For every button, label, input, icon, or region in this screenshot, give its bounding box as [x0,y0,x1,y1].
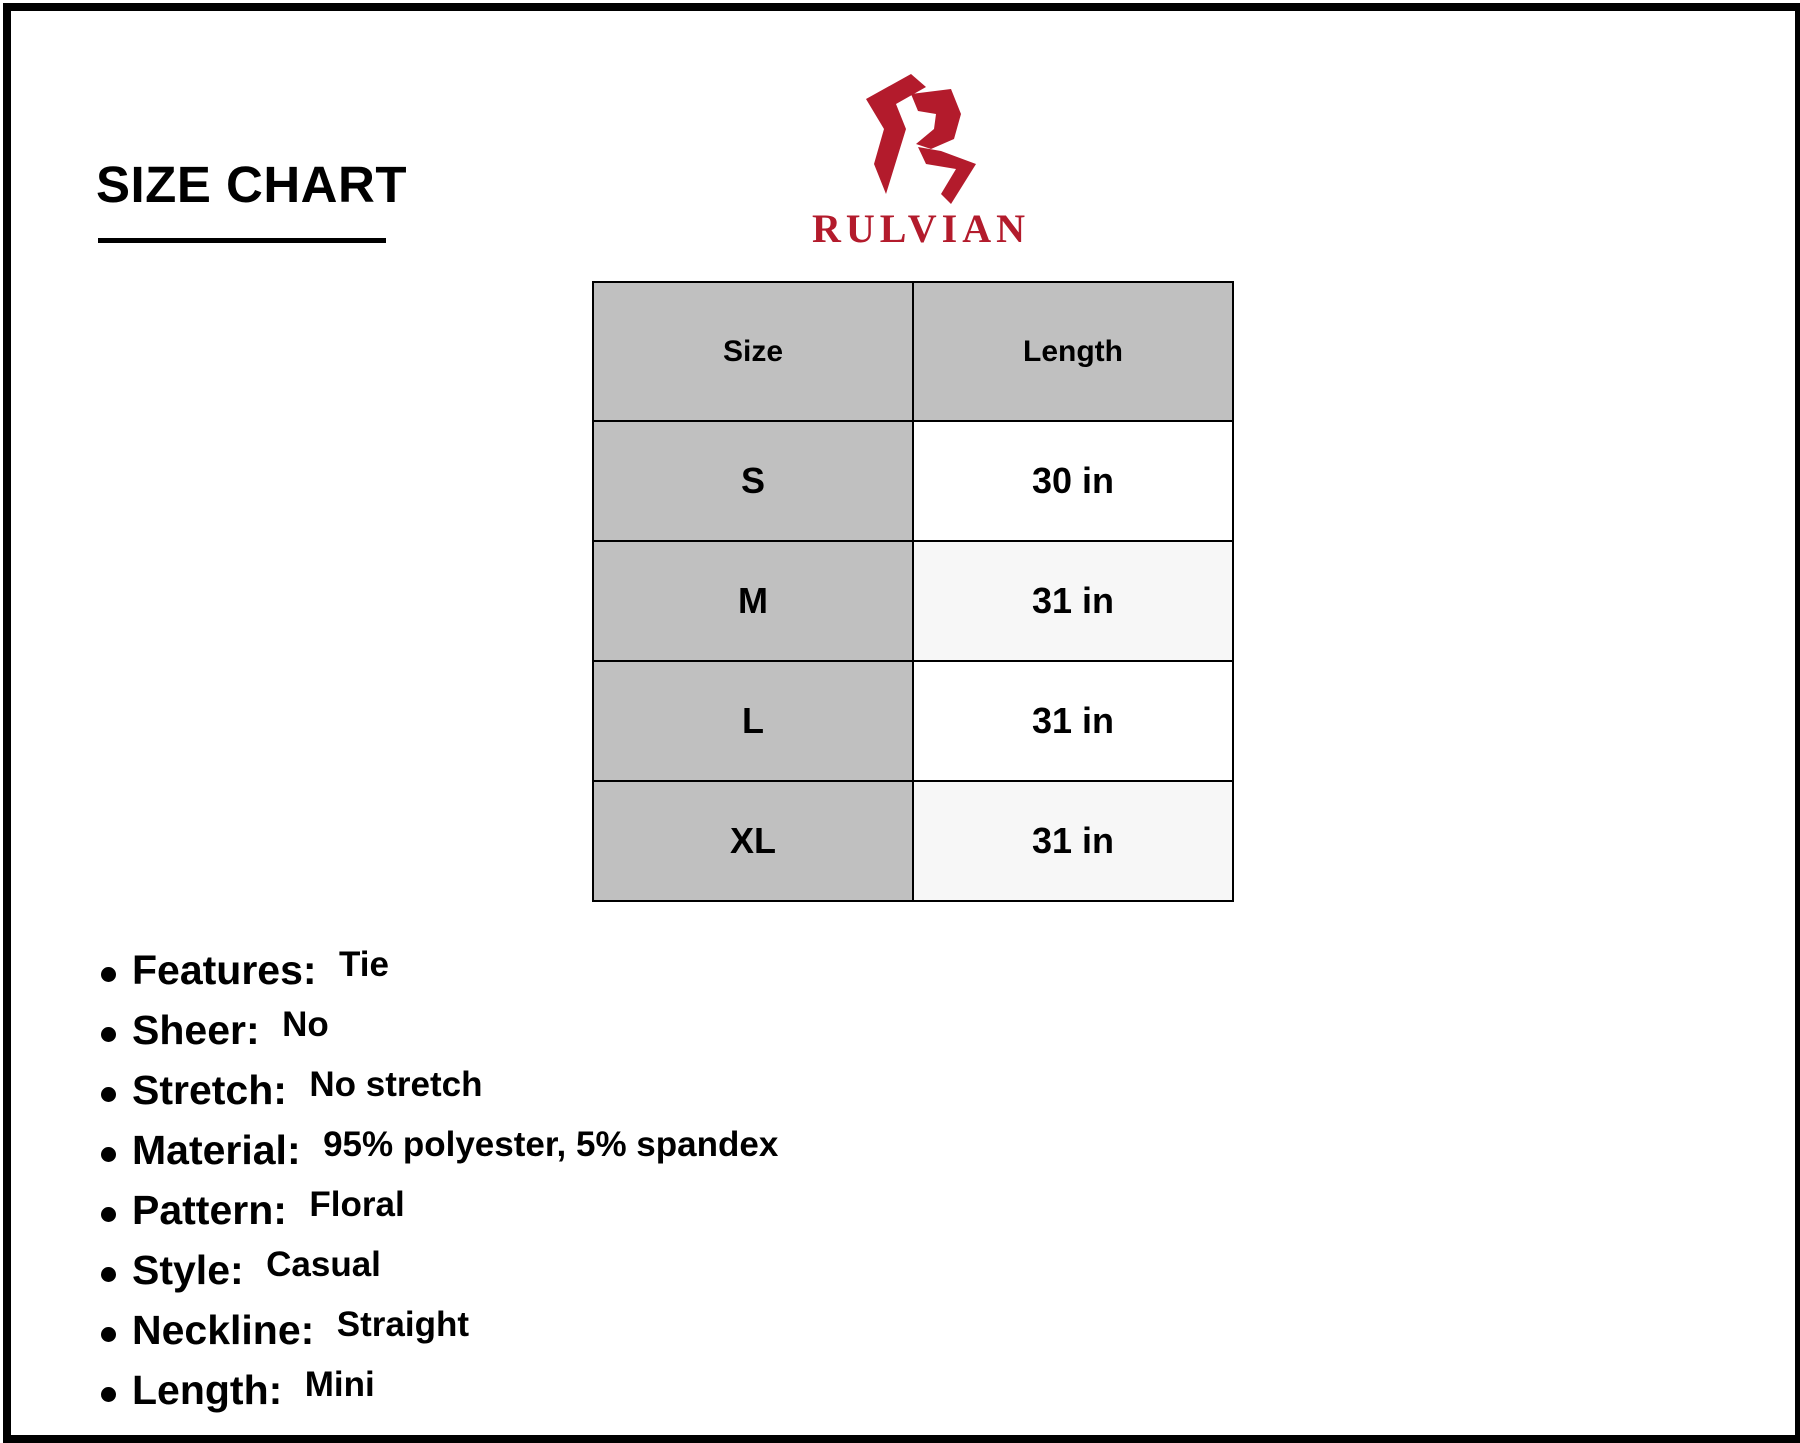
column-header-length: Length [913,282,1233,421]
bullet-icon [101,1267,116,1282]
title-underline [98,238,386,243]
list-item [99,947,778,1007]
bullet-icon [101,1087,116,1102]
page-frame [3,3,1800,1443]
column-header-size: Size [593,282,913,421]
bullet-icon [101,1207,116,1222]
r-monogram-icon [856,69,986,209]
table-row [593,421,1233,541]
product-specs-list [99,947,778,1427]
spec-value: Casual [266,1245,381,1284]
length-cell: 30 in [913,421,1233,541]
length-cell: 31 in [913,781,1233,901]
bullet-icon [101,967,116,982]
list-item [99,1307,778,1367]
spec-label: Sheer: [132,1007,260,1053]
spec-value: Floral [309,1185,405,1224]
brand-name: RULVIAN [811,206,1030,251]
table-row [593,661,1233,781]
list-item [99,1127,778,1187]
list-item [99,1367,778,1427]
size-cell: S [593,421,913,541]
list-item [99,1067,778,1127]
list-item [99,1007,778,1067]
spec-value: Tie [339,945,389,984]
spec-label: Style: [132,1247,244,1293]
length-cell: 31 in [913,661,1233,781]
bullet-icon [101,1147,116,1162]
spec-label: Features: [132,947,317,993]
spec-value: Mini [304,1365,375,1404]
spec-value: 95% polyester, 5% spandex [323,1125,779,1164]
spec-label: Neckline: [132,1307,315,1353]
spec-value: No stretch [309,1065,483,1104]
bullet-icon [101,1027,116,1042]
bullet-icon [101,1387,116,1402]
table-row [593,541,1233,661]
spec-label: Stretch: [132,1067,287,1113]
table-header-row [593,282,1233,421]
spec-label: Length: [132,1367,283,1413]
list-item [99,1247,778,1307]
page-title: SIZE CHART [96,156,407,213]
list-item [99,1187,778,1247]
spec-value: No [282,1005,329,1044]
length-cell: 31 in [913,541,1233,661]
size-cell: L [593,661,913,781]
spec-value: Straight [336,1305,469,1344]
brand-logo [771,69,1071,259]
bullet-icon [101,1327,116,1342]
size-cell: M [593,541,913,661]
size-cell: XL [593,781,913,901]
spec-label: Pattern: [132,1187,287,1233]
size-table [592,281,1234,902]
spec-label: Material: [132,1127,301,1173]
table-row [593,781,1233,901]
